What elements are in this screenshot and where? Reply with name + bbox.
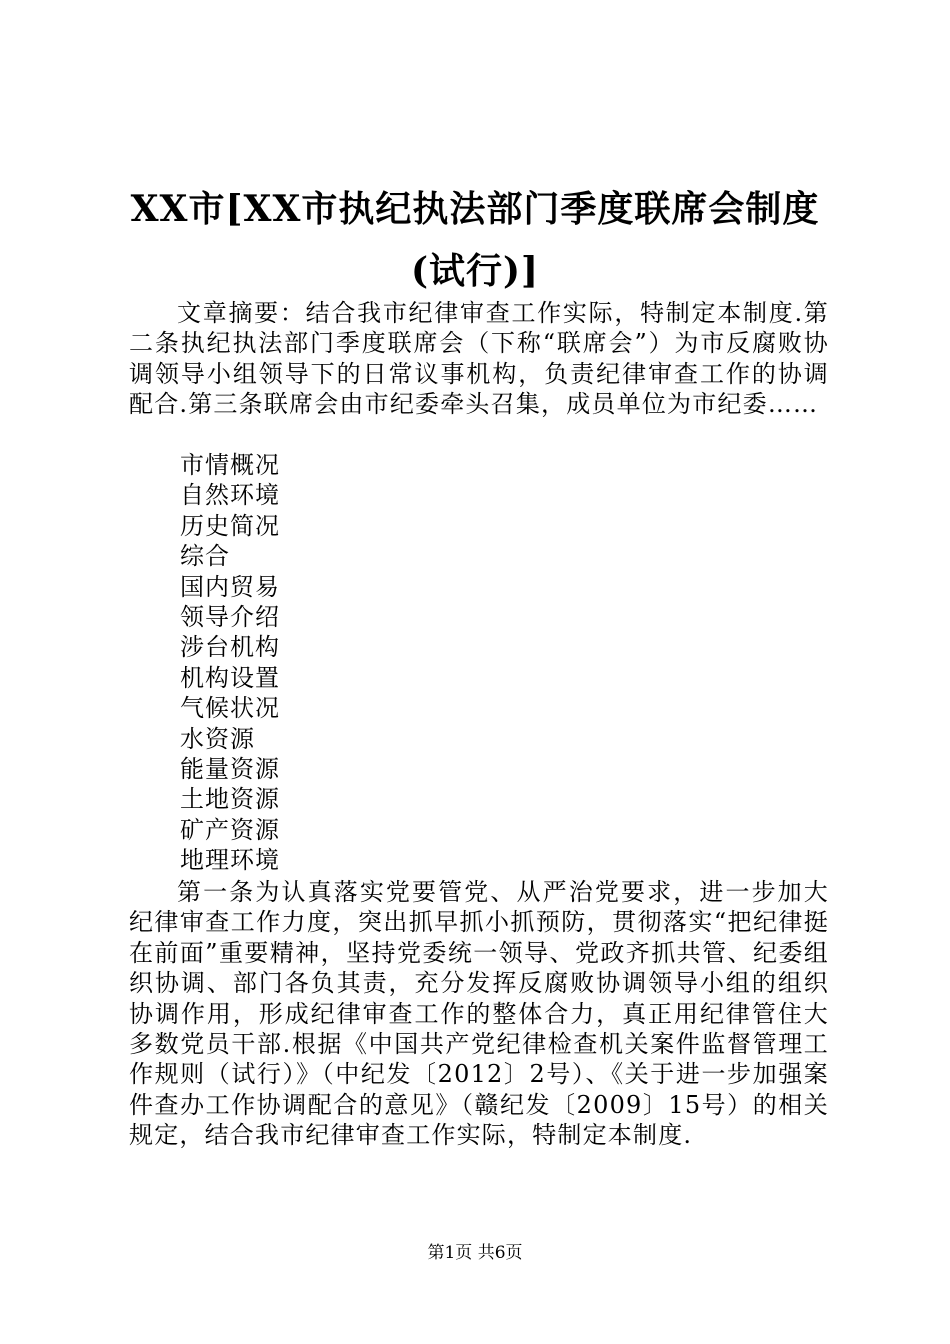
topic-item: 国内贸易	[180, 572, 280, 601]
topic-item: 市情概况	[180, 451, 280, 479]
topic-item: 水资源	[180, 724, 255, 753]
article-1-paragraph: 第一条为认真落实党要管党、从严治党要求，进一步加大纪律审查工作力度，突出抓早抓小抓预防，贯彻落实“把纪律挺在前面”重要精神，坚持党委统一领导、党政齐抓共管、纪委组织协调、部门各负其责，充分发挥反腐败协调领导小组的组织协调作用，形成纪律审查工作的整体合力，真正用纪律管住大多数党员干部.根据《中国共产党纪律检查机关案件监督管理工作规则（试行）》（中纪发〔2012〕2号）、《关于进一步加强案件查办工作协调配合的意见》（赣纪发〔2009〕15号）的相关规定，结合我市纪律审查工作实际，特制定本制度.	[129, 878, 829, 1150]
topic-item: 机构设置	[180, 663, 280, 692]
topic-item: 地理环境	[180, 846, 280, 875]
topic-item: 自然环境	[180, 481, 280, 510]
abstract-paragraph: 文章摘要：结合我市纪律审查工作实际，特制定本制度.第二条执纪执法部门季度联席会（下称“联席会”）为市反腐败协调领导小组领导下的日常议事机构，负责纪律审查工作的协调配合.第三条联席会由市纪委牵头召集，成员单位为市纪委……	[129, 299, 829, 419]
document-title: XX市[XX市执纪执法部门季度联席会制度(试行)]	[130, 188, 820, 292]
topic-item: 涉台机构	[180, 633, 280, 662]
topic-item: 领导介绍	[180, 602, 280, 631]
topic-item: 气候状况	[180, 694, 280, 723]
topic-item: 历史简况	[180, 511, 280, 540]
topic-item: 能量资源	[180, 754, 280, 783]
topic-item: 综合	[180, 542, 230, 571]
topic-item: 土地资源	[180, 785, 280, 814]
page-number: 第1页 共6页	[427, 1243, 523, 1263]
topic-item: 矿产资源	[180, 815, 280, 844]
topic-list	[180, 450, 280, 875]
